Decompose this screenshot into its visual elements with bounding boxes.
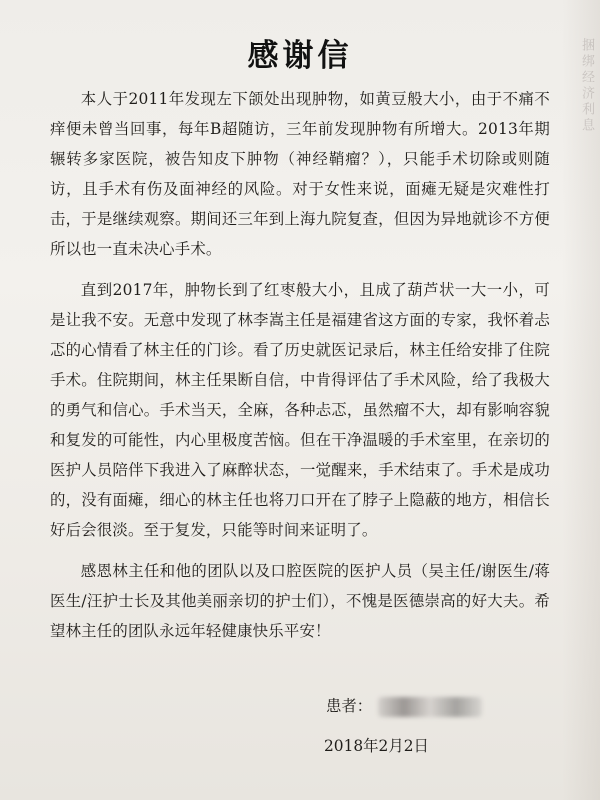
paragraph-1: 本人于2011年发现左下颌处出现肿物，如黄豆般大小，由于不痛不痒便未曾当回事，每年B超随访，三年前发现肿物有所增大。2013年期辗转多家医院，被告知皮下肿物（神经鞘瘤？），只能手术切除或则随访，且手术有伤及面神经的风险。对于女性来说，面瘫无疑是灾难性打击，于是继续观察。期间还三年到上海九院复查，但因为异地就诊不方便所以也一直未决心手术。 xyxy=(50,90,550,258)
signature-line xyxy=(0,692,600,718)
paragraph-2: 直到2017年，肿物长到了红枣般大小，且成了葫芦状一大一小，可是让我不安。无意中发现了林李嵩主任是福建省这方面的专家，我怀着忐忑的心情看了林主任的门诊。看了历史就医记录后，林主任给安排了住院手术。住院期间，林主任果断自信，中肯得评估了手术风险，给了我极大的勇气和信心。手术当天，全麻，各种忐忑，虽然瘤不大，却有影响容貌和复发的可能性，内心里极度苦恼。但在干净温暖的手术室里，在亲切的医护人员陪伴下我进入了麻醉状态，一觉醒来，手术结束了。手术是成功的，没有面瘫，细心的林主任也将刀口开在了脖子上隐蔽的地方，相信长好后会很淡。至于复发，只能等时间来证明了。 xyxy=(50,281,550,539)
paragraph-3: 感恩林主任和他的团队以及口腔医院的医护人员（吴主任/谢医生/蒋医生/汪护士长及其他美丽亲切的护士们），不愧是医德崇高的好大夫。希望林主任的团队永远年轻健康快乐平安！ xyxy=(50,562,550,640)
letter-title: 感谢信 xyxy=(247,38,353,74)
bleed-through-text: 捆绑经济利息 xyxy=(579,38,594,134)
redacted-name xyxy=(378,697,482,717)
letter-body xyxy=(50,84,550,657)
page-edge-shadow xyxy=(562,0,600,800)
signature-label: 患者： xyxy=(326,697,373,715)
letter-date: 2018年2月2日 xyxy=(324,737,429,755)
